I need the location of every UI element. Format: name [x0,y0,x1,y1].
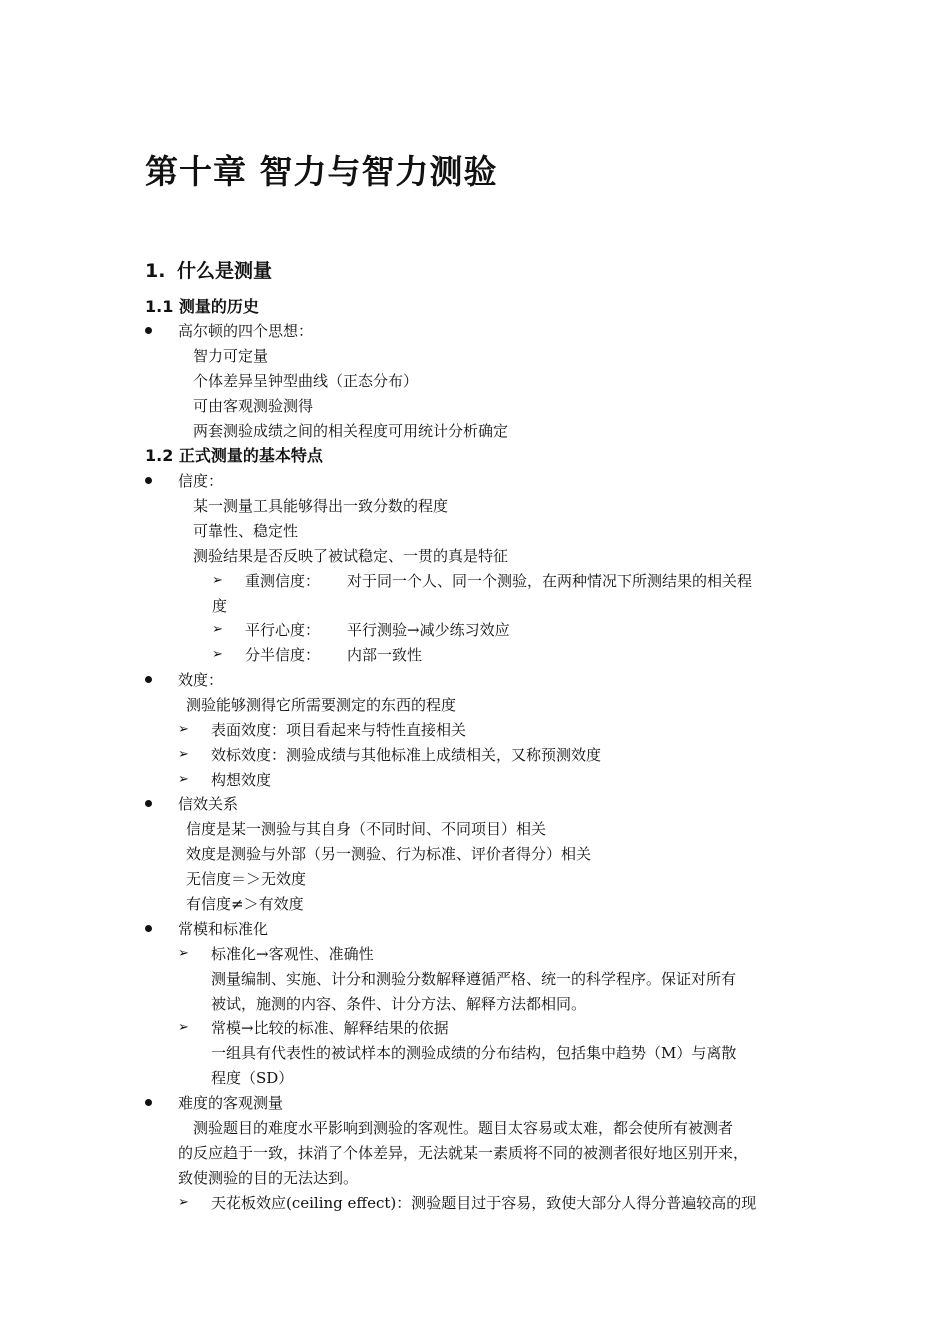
term-desc-cont: 度 [212,597,228,615]
bullet-icon [145,925,152,932]
sub-item: 标准化→客观性、准确性 [211,945,374,963]
bullet-text: 难度的客观测量 [178,1094,284,1112]
body-line: 可靠性、稳定性 [193,522,299,540]
body-line: 测量编制、实施、计分和测验分数解释遵循严格、统一的科学程序。保证对所有 [211,970,737,988]
body-line: 测验结果是否反映了被试稳定、一贯的真是特征 [193,547,509,565]
body-line: 信度是某一测验与其自身（不同时间、不同项目）相关 [186,820,547,838]
body-line: 效度是测验与外部（另一测验、行为标准、评价者得分）相关 [186,845,592,863]
arrow-bullet-icon: ➢ [178,1195,189,1210]
body-line: 个体差异呈钟型曲线（正态分布） [193,372,419,390]
term-name: 平行心度： [245,621,321,639]
arrow-bullet-icon: ➢ [178,747,189,762]
bullet-icon [145,800,152,807]
body-line: 无信度＝＞无效度 [186,870,307,888]
arrow-bullet-icon: ➢ [178,722,189,737]
body-line: 被试，施测的内容、条件、计分方法、解释方法都相同。 [211,995,587,1013]
sub-item: 表面效度：项目看起来与特性直接相关 [211,721,467,739]
body-line: 两套测验成绩之间的相关程度可用统计分析确定 [193,422,509,440]
arrow-bullet-icon: ➢ [178,772,189,787]
bullet-text: 高尔顿的四个思想： [178,322,314,340]
body-line: 测验能够测得它所需要测定的东西的程度 [186,696,457,714]
bullet-icon [145,477,152,484]
sub-item: 常模→比较的标准、解释结果的依据 [211,1019,449,1037]
subsection-title: 1.2 正式测量的基本特点 [145,446,323,465]
subsection-title: 1.1 测量的历史 [145,297,259,316]
arrow-bullet-icon: ➢ [178,1020,189,1035]
bullet-icon [145,1099,152,1106]
section-title: 什么是测量 [177,260,273,282]
bullet-text: 信效关系 [178,795,239,813]
body-line: 致使测验的目的无法达到。 [178,1169,359,1187]
arrow-bullet-icon: ➢ [212,573,223,588]
term-desc: 内部一致性 [347,646,423,664]
body-line: 测验题目的难度水平影响到测验的客观性。题目太容易或太难，都会使所有被测者 [193,1119,734,1137]
arrow-bullet-icon: ➢ [212,647,223,662]
body-line: 程度（SD） [211,1069,294,1087]
term-desc: 平行测验→减少练习效应 [347,621,510,639]
body-line: 一组具有代表性的被试样本的测验成绩的分布结构，包括集中趋势（M）与离散 [211,1044,737,1062]
section-heading [145,258,272,284]
term-desc: 对于同一个人、同一个测验，在两种情况下所测结果的相关程 [347,572,753,590]
term-name: 分半信度： [245,646,321,664]
chapter-title: 第十章 智力与智力测验 [145,152,498,191]
sub-item: 构想效度 [211,771,272,789]
section-number: 1. [145,260,166,282]
body-line: 智力可定量 [193,347,269,365]
body-line: 有信度≠＞有效度 [186,895,304,913]
arrow-bullet-icon: ➢ [212,622,223,637]
term-name: 重测信度： [245,572,321,590]
body-line: 某一测量工具能够得出一致分数的程度 [193,497,449,515]
bullet-text: 信度： [178,472,224,490]
bullet-text: 效度： [178,671,224,689]
body-line: 可由客观测验测得 [193,397,314,415]
bullet-icon [145,676,152,683]
bullet-icon [145,327,152,334]
arrow-bullet-icon: ➢ [178,946,189,961]
bullet-text: 常模和标准化 [178,920,269,938]
body-line: 的反应趋于一致，抹消了个体差异，无法就某一素质将不同的被测者很好地区别开来， [178,1144,749,1162]
sub-item: 天花板效应(ceiling effect)：测验题目过于容易，致使大部分人得分普遍较高的现 [211,1194,757,1212]
sub-item: 效标效度：测验成绩与其他标准上成绩相关，又称预测效度 [211,746,602,764]
